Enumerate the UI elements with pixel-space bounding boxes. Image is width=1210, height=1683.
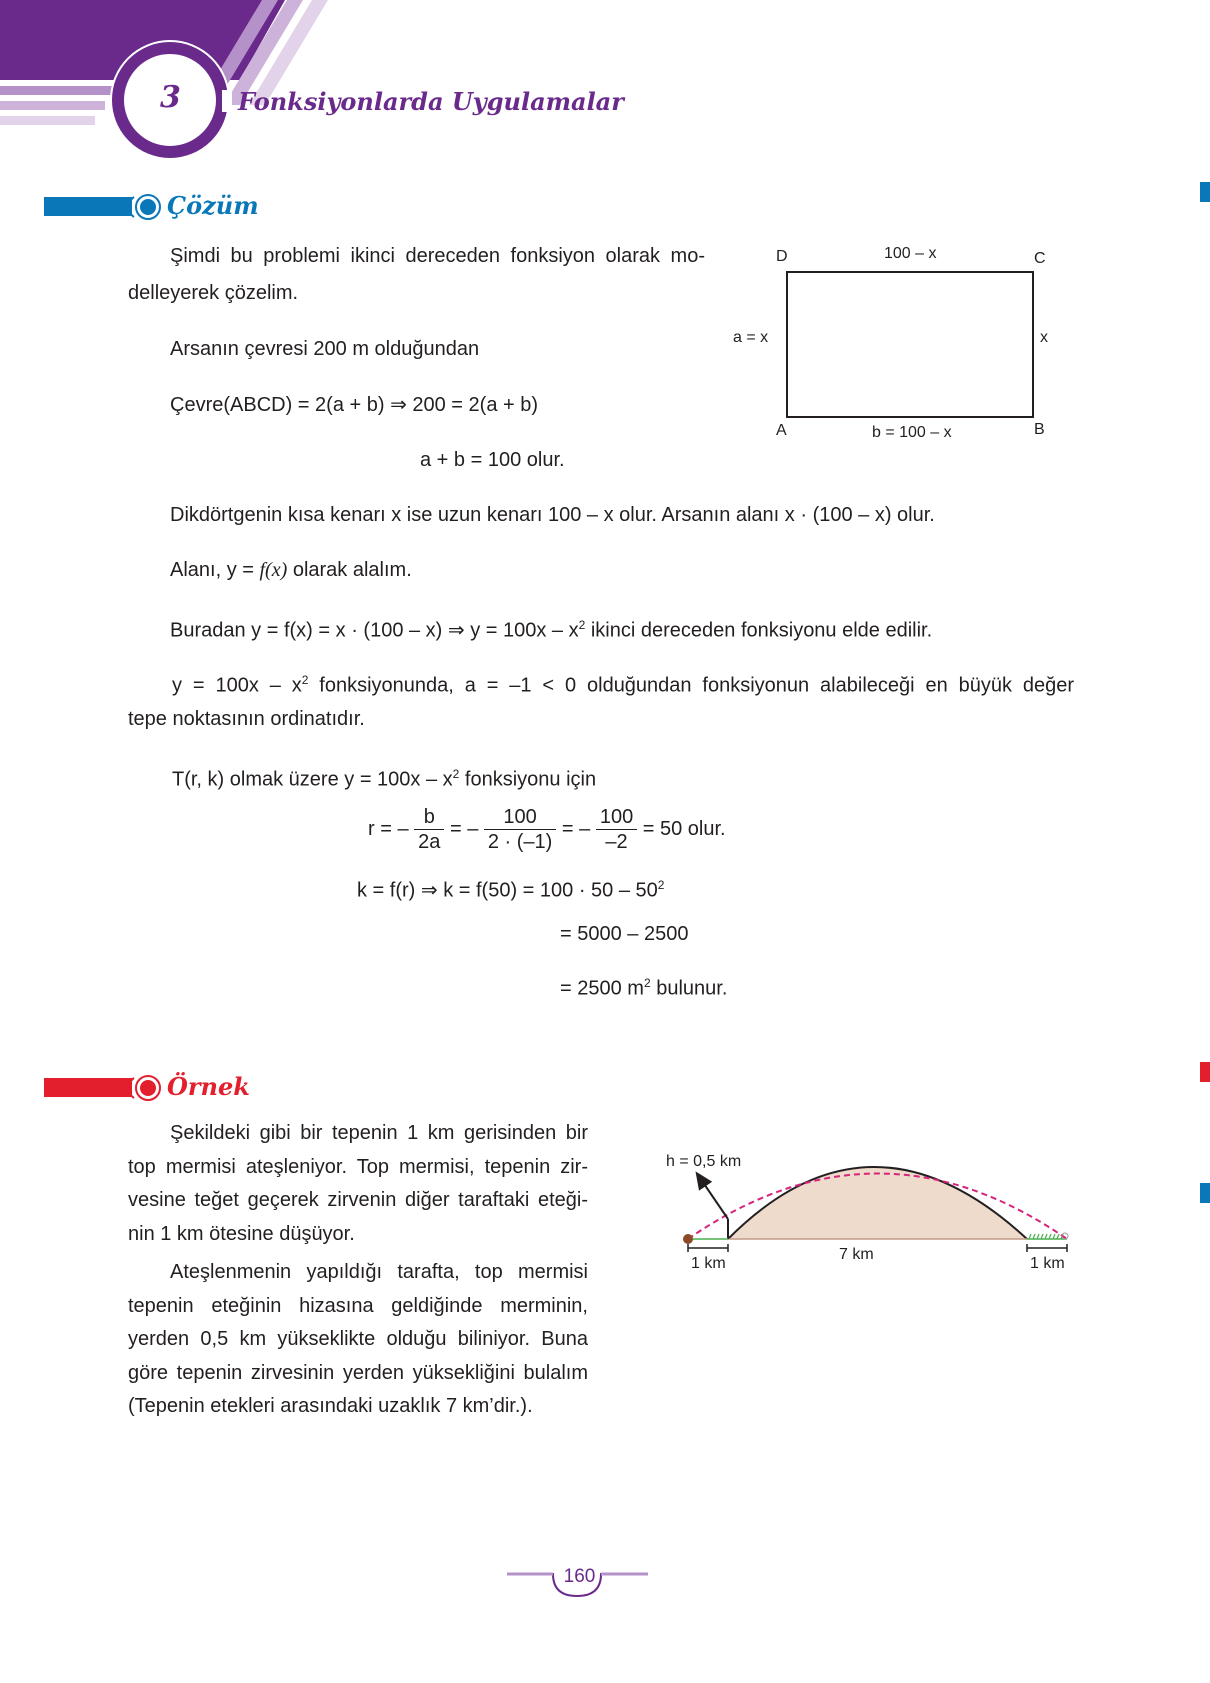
k-line <box>357 872 664 904</box>
function-line-1 <box>172 667 1074 699</box>
example-p1-line: nin 1 km ötesine düşüyor. <box>128 1222 355 1245</box>
right-side-label: x <box>1040 329 1048 346</box>
superscript-2: 2 <box>301 673 309 687</box>
vertex-text-b: fonksiyonu için <box>459 768 597 791</box>
solution-label: Çözüm <box>167 191 259 220</box>
right-distance-label: 1 km <box>1030 1255 1065 1272</box>
sum-equation: a + b = 100 olur. <box>420 449 565 471</box>
example-paragraph-1 <box>128 1117 588 1251</box>
margin-tab-blue <box>1200 182 1210 202</box>
vertex-d-label: D <box>776 248 788 265</box>
chapter-header-graphic <box>0 0 620 170</box>
k-text: k = f(r) ⇒ k = f(50) = 100 · 50 – 50 <box>357 879 658 902</box>
top-side-label: 100 – x <box>884 245 937 262</box>
r-formula <box>368 805 726 854</box>
example-p1-line: top mermisi ateşleniyor. Top mermisi, tepenin zir- <box>128 1155 588 1178</box>
hill-width-label: 7 km <box>839 1246 874 1263</box>
buradan-prefix: Buradan y = <box>170 619 284 642</box>
area-suffix: olarak alalım. <box>287 559 412 581</box>
area-fx: f(x) <box>259 559 288 581</box>
solution-bar <box>44 197 132 216</box>
example-label: Örnek <box>167 1072 250 1101</box>
area-line <box>170 557 412 583</box>
area-prefix: Alanı, y = <box>170 559 260 581</box>
left-distance-label: 1 km <box>691 1255 726 1272</box>
k-step3-a: = 2500 m <box>560 977 644 1000</box>
r-prefix: r = – <box>368 817 409 840</box>
example-p2-line: Ateşlenmenin yapıldığı tarafta, top mermisi <box>170 1261 588 1283</box>
superscript-2: 2 <box>643 976 651 990</box>
superscript-2: 2 <box>578 618 586 632</box>
r-eq3: = – <box>561 817 591 840</box>
margin-tab-blue-2 <box>1200 1183 1210 1203</box>
fraction-100-neg2: $\frac{100}{-2}$ <box>596 805 637 854</box>
solution-intro-2: delleyerek çözelim. <box>128 282 299 304</box>
buradan-line <box>170 612 932 644</box>
func-text: fonksiyonunda, a = –1 < 0 olduğundan fonksiyonun alabileceği en büyük değer <box>308 674 1074 697</box>
k-step-3 <box>560 970 727 1002</box>
example-p2-line: tepenin eteğinin hizasına geldiğinde merminin, <box>128 1294 588 1317</box>
bottom-side-label: b = 100 – x <box>872 424 952 441</box>
vertex-line <box>172 761 596 793</box>
example-p1-line: vesine teğet geçerek zirvenin diğer taraftaki eteği- <box>128 1189 588 1211</box>
vertex-c-label: C <box>1034 250 1046 267</box>
rectangle-diagram <box>780 265 1040 425</box>
superscript-2: 2 <box>657 878 665 892</box>
sides-text: Dikdörtgenin kısa kenarı x ise uzun kenarı 100 – x olur. Arsanın alanı x · (100 – x) olur. <box>170 504 935 526</box>
example-p2-line: göre tepenin zirvesinin yerden yüksekliğini bulalım <box>128 1361 588 1384</box>
fraction-100-2neg1: $\frac{100}{2 \cdot (-1)}$ <box>484 805 556 854</box>
example-p2-line: yerden 0,5 km yükseklikte olduğu biliniyor. Buna <box>128 1328 588 1350</box>
target-icon <box>128 1074 164 1102</box>
function-line-2: tepe noktasının ordinatıdır. <box>128 708 365 730</box>
example-p2-line: (Tepenin etekleri arasındaki uzaklık 7 km’dir.). <box>128 1395 533 1417</box>
target-icon <box>128 193 164 221</box>
func-expr: y = 100x – x <box>172 674 302 697</box>
example-p1-line: Şekildeki gibi bir tepenin 1 km gerisinden bir <box>170 1122 588 1144</box>
perimeter-text: Arsanın çevresi 200 m olduğundan <box>170 338 480 360</box>
r-suffix: = 50 olur. <box>642 817 726 840</box>
buradan-mid: f(x) = x · (100 – x) ⇒ y = 100x – x <box>283 619 579 642</box>
fraction-b-2a: $\frac{b}{2a}$ <box>414 805 444 854</box>
example-bar <box>44 1078 132 1097</box>
buradan-suffix: ikinci dereceden fonksiyonu elde edilir. <box>585 619 933 642</box>
vertex-b-label: B <box>1034 421 1045 438</box>
vertex-a-label: A <box>776 422 787 439</box>
page-number: 160 <box>563 1566 596 1587</box>
k-step-2: = 5000 – 2500 <box>560 923 689 945</box>
left-side-label: a = x <box>733 329 769 346</box>
height-label: h = 0,5 km <box>666 1153 742 1170</box>
solution-intro-1: Şimdi bu problemi ikinci dereceden fonksiyon olarak mo- <box>170 245 705 267</box>
chapter-number: 3 <box>160 80 181 115</box>
perimeter-equation: Çevre(ABCD) = 2(a + b) ⇒ 200 = 2(a + b) <box>170 394 539 416</box>
k-step3-b: bulunur. <box>650 977 728 1000</box>
vertex-text-a: T(r, k) olmak üzere y = 100x – x <box>172 768 453 791</box>
r-eq2: = – <box>449 817 479 840</box>
superscript-2: 2 <box>452 767 460 781</box>
example-paragraph-2 <box>128 1256 588 1424</box>
chapter-title: Fonksiyonlarda Uygulamalar <box>238 87 624 116</box>
margin-tab-red <box>1200 1062 1210 1082</box>
